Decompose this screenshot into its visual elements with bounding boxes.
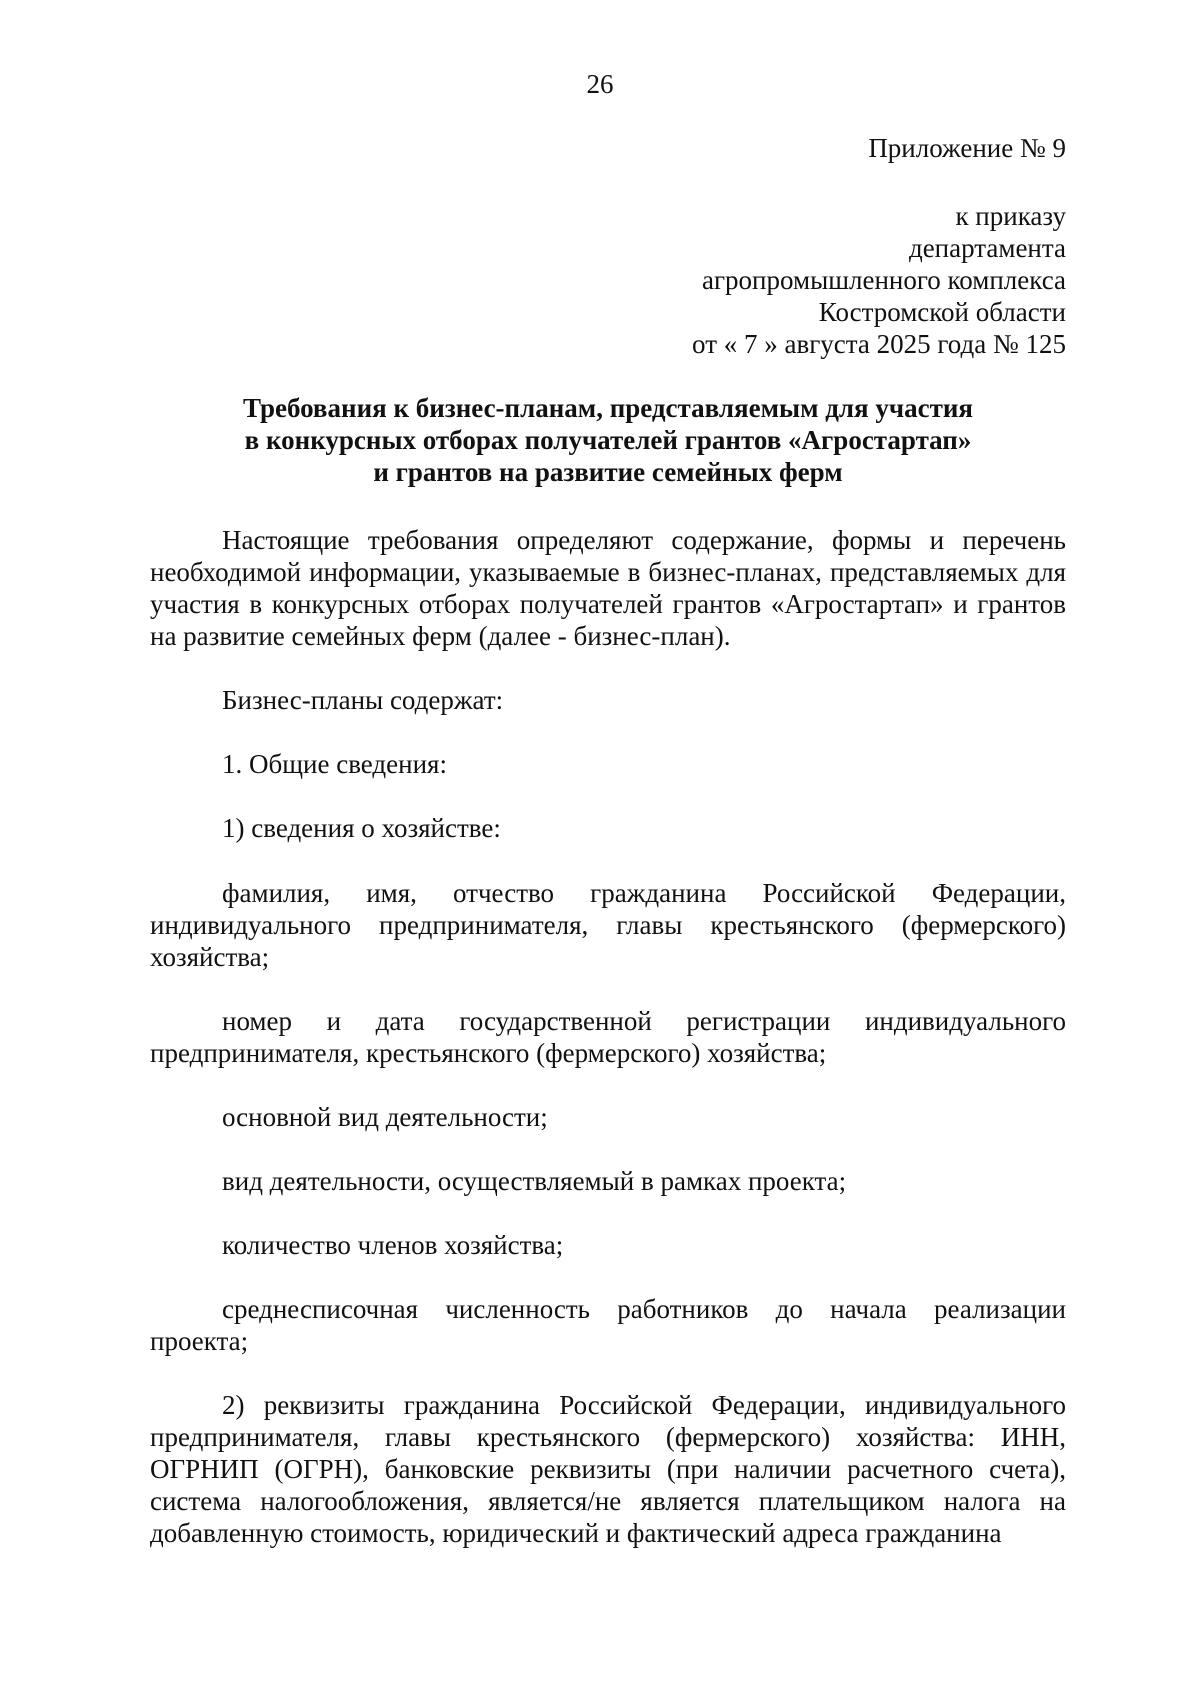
document-title	[150, 392, 1066, 488]
order-reference	[692, 200, 1066, 360]
appendix-label: Приложение № 9	[868, 133, 1066, 163]
order-line: департамента	[908, 233, 1066, 263]
contains-paragraph: Бизнес-планы содержат:	[222, 685, 504, 715]
list-item: среднесписочная численность работников до начала реализации проекта;	[150, 1294, 1066, 1356]
section-heading: 1. Общие сведения:	[222, 749, 447, 779]
list-item: фамилия, имя, отчество гражданина Российской Федерации, индивидуального предпринимателя, главы крестьянского (фермерского) хозяйства;	[150, 878, 1066, 972]
list-item: основной вид деятельности;	[222, 1102, 548, 1132]
page-number: 26	[586, 69, 614, 99]
list-item: вид деятельности, осуществляемый в рамках проекта;	[222, 1166, 847, 1196]
order-line: Костромской области	[818, 297, 1066, 327]
list-item: 2) реквизиты гражданина Российской Федерации, индивидуального предпринимателя, главы крестьянского (фермерского) хозяйства: ИНН, ОГРНИП (ОГРН), банковские реквизиты (при наличии расчетного счета), система налогообложения, является/не является плательщиком налога на добавленную стоимость, юридический и фактический адреса гражданина	[150, 1390, 1066, 1548]
intro-paragraph: Настоящие требования определяют содержание, формы и перечень необходимой информации, указываемые в бизнес-планах, представляемых для участия в конкурсных отборах получателей грантов «Агростартап» и грантов на развитие семейных ферм (далее - бизнес-план).	[150, 525, 1066, 651]
order-line: агропромышленного комплекса	[702, 265, 1066, 295]
list-item: количество членов хозяйства;	[222, 1230, 564, 1260]
document-body	[150, 524, 1066, 1549]
title-line: и грантов на развитие семейных ферм	[373, 457, 843, 487]
title-line: в конкурсных отборах получателей грантов «Агростартап»	[244, 425, 972, 455]
order-line: к приказу	[955, 201, 1066, 231]
list-item: 1) сведения о хозяйстве:	[222, 813, 501, 843]
order-date-line: от « 7 » августа 2025 года № 125	[692, 329, 1066, 359]
list-item: номер и дата государственной регистрации индивидуального предпринимателя, крестьянского (фермерского) хозяйства;	[150, 1006, 1066, 1068]
title-line: Требования к бизнес-планам, представляемым для участия	[242, 393, 974, 423]
